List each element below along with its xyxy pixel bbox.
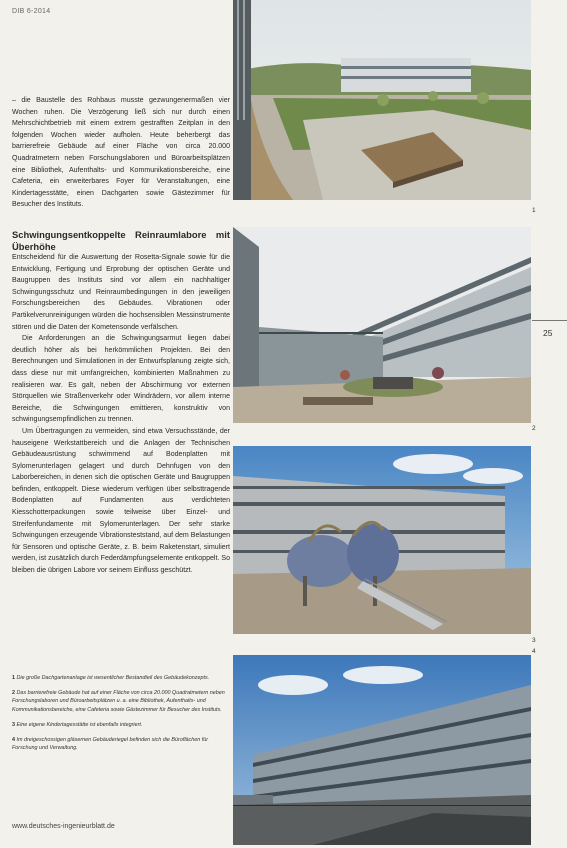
caption-3 <box>12 721 228 729</box>
photo-number-4: 4 <box>532 648 536 655</box>
caption-2 <box>12 689 228 714</box>
caption-text: Das barrierefreie Gebäude hat auf einer Fläche von circa 20.000 Quadratmetern neben Forschungslaboren und Büroarbeitsplätzen u. a. eine Bibliothek, Aufenthalts- und Kommunikationsbereiche, eine Cafeteria sowie Gästezimmer für Besucher des Instituts. <box>12 690 225 713</box>
body-paragraph-2: Entscheidend für die Auswertung der Rosetta-Signale sowie für die Entwicklung, Fertigung und Erprobung der optischen Geräte und Baugruppen des Instituts sind vor allem ein nachhaltiger Schwingungsschutz und Reinraumbedingungen in den jeweiligen Forschungsbereichen des Gebäudes. Vibrationen oder Partikelverunreinigungen würden die hochsensiblen Messinstrumente stören und die Daten der Kometensonde verfälschen. <box>12 254 230 331</box>
caption-number: 4 <box>12 737 15 744</box>
caption-list <box>12 674 228 759</box>
body-paragraph-3: Die Anforderungen an die Schwingungsarmut liegen dabei deutlich höher als bei herkömmlichen Projekten. Bei den Berechnungen und Simulationen in der Entwurfsplanung zeigte sich, dass diese nur mit umfangreichen, kombinierten Maßnahmen zu realisieren war. Es galt, neben der Abschirmung vor externen Störquellen wie Straßenverkehr oder Windrädern, vor allem interne Bereiche, die Schwingungen emittieren, konstruktiv von schwingungsempfindlichen zu trennen. <box>12 335 230 424</box>
courtyard-icon <box>233 227 531 423</box>
photo-glass-building <box>233 655 531 845</box>
photo-courtyard <box>233 227 531 423</box>
photo-number-1: 1 <box>532 207 536 214</box>
photo-playground <box>233 446 531 634</box>
caption-text: Eine eigene Kindertagesstätte ist ebenfalls integriert. <box>16 721 143 728</box>
caption-number: 3 <box>12 721 15 728</box>
caption-text: Im dreigeschossigen gläsernen Gebäuderiegel befinden sich die Büroflächen für Forschung und Verwaltung. <box>12 737 208 752</box>
caption-text: Die große Dachgartenanlage ist wesentlicher Bestandteil des Gebäudekonzepts. <box>16 675 210 681</box>
photo-roof-garden <box>233 0 531 200</box>
caption-4 <box>12 736 228 752</box>
roof-garden-icon <box>233 0 531 200</box>
page-number-rule <box>532 320 567 321</box>
footer-url: www.deutsches-ingenieurblatt.de <box>12 823 115 830</box>
page-number: 25 <box>543 328 553 338</box>
journal-issue-label: DIB 6-2014 <box>12 8 51 15</box>
body-text-column <box>12 95 230 211</box>
glass-building-icon <box>233 655 531 845</box>
caption-number: 2 <box>12 690 15 697</box>
section-heading: Schwingungsentkoppelte Reinraumlabore mit Überhöhe <box>12 229 230 252</box>
caption-1 <box>12 674 228 682</box>
photo-number-2: 2 <box>532 425 536 432</box>
body-paragraph-4: Um Übertragungen zu vermeiden, sind etwa Versuchsstände, der hauseigene Werkstattbereich und die Anlagen der Technischen Gebäudeausrüstung schwimmend auf Bodenplatten mit Sylomerunterlagen gelagert und durch Dehnfugen von den Laborbereichen, in denen sich die optischen Geräte und Baugruppen befinden, entkoppelt. Diese wiederum verfügen über selbsttragende Bodenplatten auf Fundamenten aus verdichteten Kiesschotterpackungen sowie teilweise über Einzel- und Streifenfundamente mit Sylomerunterlagen. Der sehr starke Schwingungen erzeugende Vibrationsteststand, auf dem Belastungen für Sensoren und optische Geräte, z. B. beim Raketenstart, simuliert werden, ist zusätzlich durch Federdämpfungselemente entkoppelt. So bleiben die übrigen Labore vor seinem Einfluss geschützt. <box>12 427 230 575</box>
photo-number-3: 3 <box>532 637 536 644</box>
body-paragraph-1: – die Baustelle des Rohbaus musste gezwungenermaßen vier Wochen ruhen. Die Verzögerung ließ sich nur durch einen Mehrschichtbetrieb mit einem extrem gestrafften Zeitplan in den folgenden Wochen wieder aufholen. Heute beherbergt das barrierefreie Gebäude auf einer Fläche von circa 20.000 Quadratmetern neben Forschungslaboren und Büroarbeitsplätzen eine Bibliothek, Aufenthalts- und Kommunikationsbereiche, eine Cafeteria, ein erweiterbares Foyer für Veranstaltungen, eine Kindertagesstätte, einen Dachgarten sowie Gästezimmer für Besucher des Instituts. <box>12 97 230 209</box>
caption-number: 1 <box>12 675 15 681</box>
playground-slide-icon <box>233 446 531 634</box>
body-text-column-2 <box>12 229 230 577</box>
